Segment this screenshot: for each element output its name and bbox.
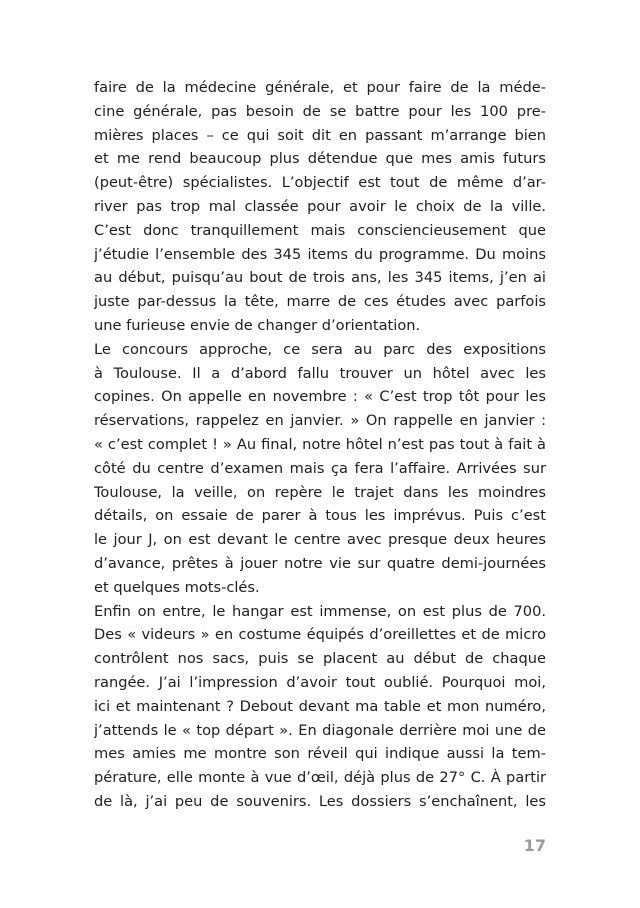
text-line: au début, puisqu’au bout de trois ans, les 345 items, j’en ai	[94, 269, 546, 287]
text-line: rangée. J’ai l’impression d’avoir tout oublié. Pourquoi moi,	[94, 673, 546, 691]
paragraph-2	[94, 338, 546, 600]
text-line: contrôlent nos sacs, puis se placent au début de chaque	[94, 650, 546, 668]
text-line: C’est donc tranquillement mais consciencieusement que	[94, 221, 546, 239]
paragraph-3	[94, 600, 546, 814]
text-line: côté du centre d’examen mais ça fera l’affaire. Arrivées sur	[94, 459, 546, 477]
text-line: une furieuse envie de changer d’orientation.	[94, 316, 421, 334]
text-line: de là, j’ai peu de souvenirs. Les dossiers s’enchaînent, les	[94, 792, 546, 810]
text-line: juste par-dessus la tête, marre de ces études avec parfois	[94, 293, 546, 311]
text-line: mières places – ce qui soit dit en passant m’arrange bien	[94, 126, 546, 144]
text-line: « c’est complet ! » Au final, notre hôtel n’est pas tout à fait à	[94, 435, 546, 453]
text-line: à Toulouse. Il a d’abord fallu trouver un hôtel avec les	[94, 364, 546, 382]
text-line: le jour J, on est devant le centre avec presque deux heures	[94, 531, 546, 549]
text-line: cine générale, pas besoin de se battre pour les 100 pre-	[94, 102, 546, 120]
text-line: Le concours approche, ce sera au parc des expositions	[94, 340, 546, 358]
text-line: (peut-être) spécialistes. L’objectif est tout de même d’ar-	[94, 174, 546, 192]
text-line: détails, on essaie de parer à tous les imprévus. Puis c’est	[94, 507, 546, 525]
text-line: mes amies me montre son réveil qui indique aussi la tem-	[94, 745, 546, 763]
text-line: et me rend beaucoup plus détendue que mes amis futurs	[94, 150, 546, 168]
text-line: d’avance, prêtes à jouer notre vie sur quatre demi-journées	[94, 554, 546, 572]
text-line: j’étudie l’ensemble des 345 items du programme. Du moins	[94, 245, 546, 263]
text-line: Des « videurs » en costume équipés d’oreillettes et de micro	[94, 626, 546, 644]
page-number: 17	[523, 836, 546, 855]
text-line: river pas trop mal classée pour avoir le choix de la ville.	[94, 197, 546, 215]
text-line: réservations, rappelez en janvier. » On rappelle en janvier :	[94, 412, 546, 430]
text-line: faire de la médecine générale, et pour faire de la méde-	[94, 79, 546, 96]
text-line: copines. On appelle en novembre : « C’est trop tôt pour les	[94, 388, 546, 406]
text-line: Enfin on entre, le hangar est immense, on est plus de 700.	[94, 602, 546, 620]
text-line: ici et maintenant ? Debout devant ma table et mon numéro,	[94, 697, 546, 715]
text-line: Toulouse, la veille, on repère le trajet dans les moindres	[94, 483, 546, 501]
paragraph-1	[94, 76, 546, 338]
text-line: j’attends le « top départ ». En diagonale derrière moi une de	[94, 721, 546, 739]
text-line: pérature, elle monte à vue d’œil, déjà plus de 27° C. À partir	[94, 769, 546, 787]
body-text	[94, 76, 546, 814]
text-line: et quelques mots-clés.	[94, 578, 260, 596]
